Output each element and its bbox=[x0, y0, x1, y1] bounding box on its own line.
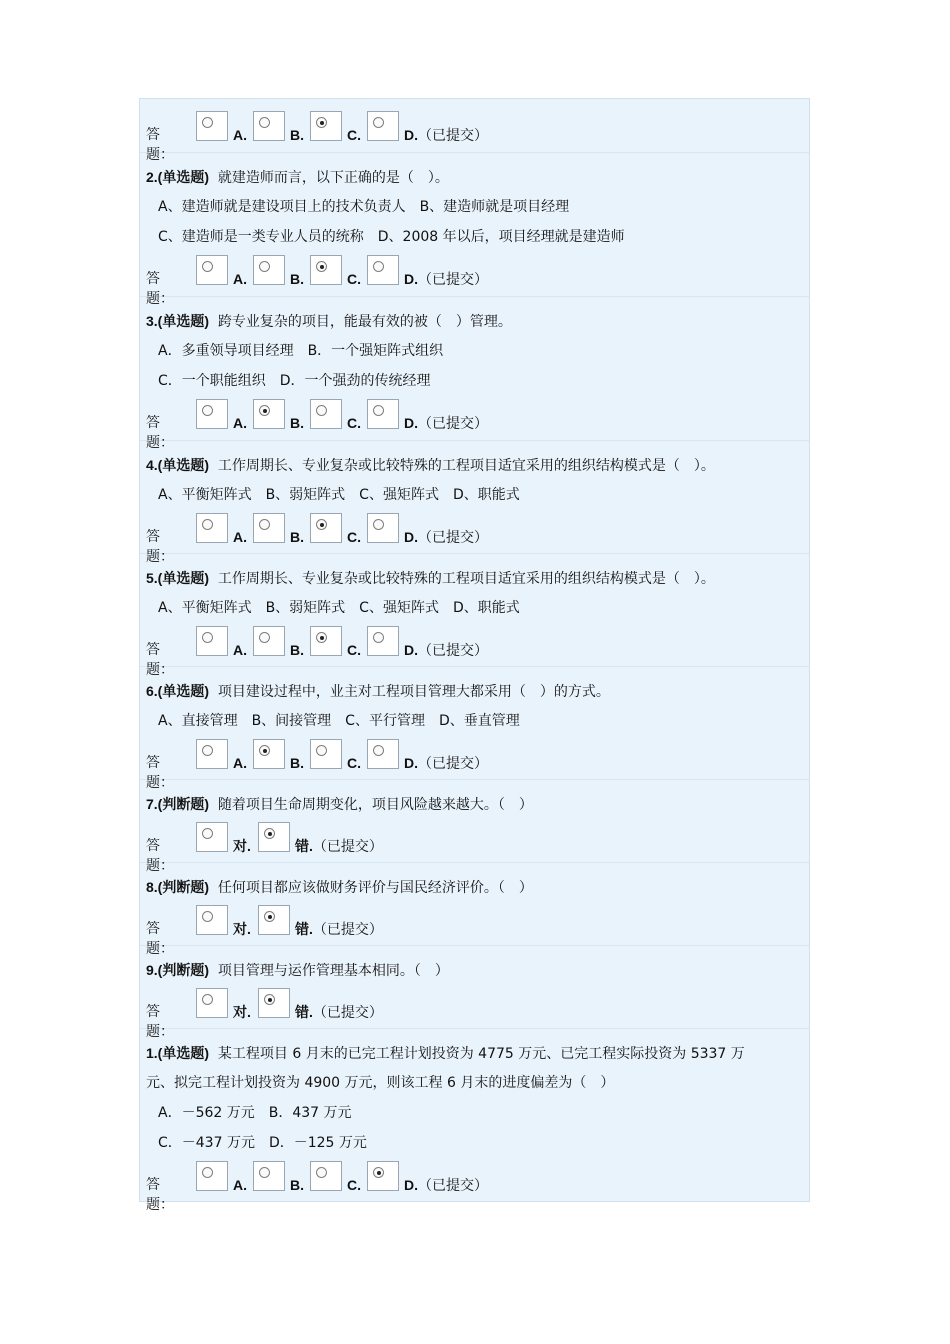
option-letter: 错.（已提交） bbox=[295, 921, 383, 938]
question-block bbox=[140, 554, 809, 678]
question-block bbox=[140, 946, 809, 1040]
radio-circle-icon bbox=[316, 405, 327, 416]
radio-circle-icon bbox=[316, 1167, 327, 1178]
radio-circle-icon bbox=[202, 745, 213, 756]
radio-circle-icon bbox=[202, 405, 213, 416]
question-number: 2.(单选题) bbox=[146, 169, 209, 185]
option-letter: C. bbox=[347, 642, 361, 658]
radio-circle-icon bbox=[316, 519, 327, 530]
radio-c[interactable] bbox=[310, 399, 342, 429]
radio-a[interactable] bbox=[196, 255, 228, 285]
radio-true[interactable] bbox=[196, 822, 228, 852]
radio-circle-icon bbox=[316, 745, 327, 756]
radio-b[interactable] bbox=[253, 255, 285, 285]
radio-circle-icon bbox=[202, 117, 213, 128]
question-block bbox=[140, 863, 809, 957]
radio-b[interactable] bbox=[253, 739, 285, 769]
answer-label: 答题： bbox=[146, 127, 174, 163]
radio-circle-icon bbox=[202, 261, 213, 272]
option-line: C．－437 万元 D．－125 万元 bbox=[158, 1135, 367, 1151]
question-text bbox=[146, 794, 533, 815]
question-stem: 就建造师而言，以下正确的是（ ）。 bbox=[217, 170, 449, 186]
answer-label: 答题： bbox=[146, 1177, 174, 1213]
option-letter: B. bbox=[290, 271, 304, 287]
question-block bbox=[140, 99, 809, 163]
question-stem: 某工程项目 6 月末的已完工程计划投资为 4775 万元、已完工程实际投资为 5337 万 bbox=[217, 1046, 745, 1062]
question-text bbox=[146, 167, 449, 188]
question-block bbox=[140, 667, 809, 791]
radio-a[interactable] bbox=[196, 111, 228, 141]
answer-label: 答题： bbox=[146, 755, 174, 791]
question-number: 7.(判断题) bbox=[146, 796, 209, 812]
option-line: C、建造师是一类专业人员的统称 D、2008 年以后，项目经理就是建造师 bbox=[158, 229, 625, 245]
option-letter: C. bbox=[347, 755, 361, 771]
question-stem-continued: 元、拟完工程计划投资为 4900 万元，则该工程 6 月末的进度偏差为（ ） bbox=[146, 1075, 615, 1091]
question-text bbox=[146, 455, 715, 476]
submitted-status: （已提交） bbox=[418, 530, 488, 546]
radio-circle-icon bbox=[259, 519, 270, 530]
radio-true[interactable] bbox=[196, 988, 228, 1018]
radio-c[interactable] bbox=[310, 626, 342, 656]
question-number: 8.(判断题) bbox=[146, 879, 209, 895]
radio-circle-icon bbox=[202, 632, 213, 643]
answer-label: 答题： bbox=[146, 529, 174, 565]
option-letter: D.（已提交） bbox=[404, 127, 488, 144]
option-letter: 对. bbox=[233, 1004, 251, 1020]
radio-a[interactable] bbox=[196, 739, 228, 769]
question-block bbox=[140, 1029, 809, 1213]
option-letter: D.（已提交） bbox=[404, 271, 488, 288]
option-letter: B. bbox=[290, 529, 304, 545]
radio-circle-icon bbox=[373, 519, 384, 530]
option-letter: B. bbox=[290, 127, 304, 143]
option-line: A、平衡矩阵式 B、弱矩阵式 C、强矩阵式 D、职能式 bbox=[158, 487, 520, 503]
question-panel bbox=[139, 98, 810, 1213]
radio-circle-icon bbox=[373, 261, 384, 272]
radio-circle-icon bbox=[202, 911, 213, 922]
radio-c[interactable] bbox=[310, 111, 342, 141]
submitted-status: （已提交） bbox=[418, 1178, 488, 1194]
question-stem: 项目建设过程中，业主对工程项目管理大都采用（ ）的方式。 bbox=[217, 684, 610, 700]
radio-d[interactable] bbox=[367, 513, 399, 543]
option-letter: 错.（已提交） bbox=[295, 838, 383, 855]
option-letter: C. bbox=[347, 529, 361, 545]
answer-label: 答题： bbox=[146, 271, 174, 307]
radio-circle-icon bbox=[373, 745, 384, 756]
radio-b[interactable] bbox=[253, 626, 285, 656]
option-letter: 错.（已提交） bbox=[295, 1004, 383, 1021]
option-line: C．一个职能组织 D．一个强劲的传统经理 bbox=[158, 373, 431, 389]
question-stem: 项目管理与运作管理基本相同。（ ） bbox=[217, 963, 449, 979]
question-number: 6.(单选题) bbox=[146, 683, 209, 699]
option-letter: D.（已提交） bbox=[404, 642, 488, 659]
radio-true[interactable] bbox=[196, 905, 228, 935]
radio-d[interactable] bbox=[367, 255, 399, 285]
question-stem: 工作周期长、专业复杂或比较特殊的工程项目适宜采用的组织结构模式是（ ）。 bbox=[217, 458, 715, 474]
radio-circle-icon bbox=[202, 1167, 213, 1178]
radio-d[interactable] bbox=[367, 111, 399, 141]
radio-d[interactable] bbox=[367, 1161, 399, 1191]
submitted-status: （已提交） bbox=[418, 756, 488, 772]
answer-label: 答题： bbox=[146, 838, 174, 874]
option-letter: C. bbox=[347, 415, 361, 431]
question-number: 5.(单选题) bbox=[146, 570, 209, 586]
question-text bbox=[146, 681, 610, 702]
answer-label: 答题： bbox=[146, 642, 174, 678]
radio-circle-icon bbox=[202, 519, 213, 530]
question-text bbox=[146, 877, 533, 898]
option-letter: D.（已提交） bbox=[404, 529, 488, 546]
radio-circle-icon bbox=[373, 117, 384, 128]
option-line: A．－562 万元 B．437 万元 bbox=[158, 1105, 352, 1121]
answer-label: 答题： bbox=[146, 1004, 174, 1040]
question-text bbox=[146, 1043, 745, 1064]
radio-false[interactable] bbox=[258, 905, 290, 935]
radio-circle-icon bbox=[264, 994, 275, 1005]
option-letter: C. bbox=[347, 127, 361, 143]
option-letter: A. bbox=[233, 529, 247, 545]
radio-circle-icon bbox=[264, 911, 275, 922]
question-text bbox=[146, 568, 715, 589]
submitted-status: （已提交） bbox=[418, 272, 488, 288]
question-text bbox=[146, 311, 512, 332]
option-line: A、平衡矩阵式 B、弱矩阵式 C、强矩阵式 D、职能式 bbox=[158, 600, 520, 616]
radio-circle-icon bbox=[259, 1167, 270, 1178]
radio-circle-icon bbox=[316, 632, 327, 643]
option-letter: A. bbox=[233, 755, 247, 771]
radio-circle-icon bbox=[373, 1167, 384, 1178]
option-letter: 对. bbox=[233, 838, 251, 854]
radio-d[interactable] bbox=[367, 399, 399, 429]
option-letter: A. bbox=[233, 127, 247, 143]
radio-circle-icon bbox=[259, 745, 270, 756]
radio-c[interactable] bbox=[310, 739, 342, 769]
radio-circle-icon bbox=[202, 994, 213, 1005]
radio-d[interactable] bbox=[367, 739, 399, 769]
question-stem: 任何项目都应该做财务评价与国民经济评价。（ ） bbox=[217, 880, 533, 896]
radio-circle-icon bbox=[202, 828, 213, 839]
radio-circle-icon bbox=[316, 261, 327, 272]
radio-circle-icon bbox=[264, 828, 275, 839]
option-letter: D.（已提交） bbox=[404, 415, 488, 432]
radio-c[interactable] bbox=[310, 255, 342, 285]
radio-circle-icon bbox=[373, 632, 384, 643]
radio-a[interactable] bbox=[196, 399, 228, 429]
radio-circle-icon bbox=[259, 117, 270, 128]
option-line: A、建造师就是建设项目上的技术负责人 B、建造师就是项目经理 bbox=[158, 199, 570, 215]
question-block bbox=[140, 780, 809, 874]
radio-d[interactable] bbox=[367, 626, 399, 656]
question-block bbox=[140, 153, 809, 307]
submitted-status: （已提交） bbox=[418, 128, 488, 144]
radio-c[interactable] bbox=[310, 513, 342, 543]
option-letter: A. bbox=[233, 415, 247, 431]
submitted-status: （已提交） bbox=[418, 643, 488, 659]
option-letter: B. bbox=[290, 415, 304, 431]
question-number: 1.(单选题) bbox=[146, 1045, 209, 1061]
radio-circle-icon bbox=[373, 405, 384, 416]
option-letter: B. bbox=[290, 642, 304, 658]
radio-c[interactable] bbox=[310, 1161, 342, 1191]
option-letter: A. bbox=[233, 642, 247, 658]
radio-false[interactable] bbox=[258, 822, 290, 852]
radio-circle-icon bbox=[259, 261, 270, 272]
submitted-status: （已提交） bbox=[418, 416, 488, 432]
answer-label: 答题： bbox=[146, 921, 174, 957]
question-number: 3.(单选题) bbox=[146, 313, 209, 329]
option-letter: D.（已提交） bbox=[404, 1177, 488, 1194]
radio-b[interactable] bbox=[253, 399, 285, 429]
question-text bbox=[146, 960, 449, 981]
question-block bbox=[140, 297, 809, 451]
radio-b[interactable] bbox=[253, 513, 285, 543]
submitted-status: （已提交） bbox=[312, 922, 383, 938]
question-stem: 随着项目生命周期变化，项目风险越来越大。（ ） bbox=[217, 797, 533, 813]
radio-a[interactable] bbox=[196, 1161, 228, 1191]
option-letter: B. bbox=[290, 755, 304, 771]
option-line: A、直接管理 B、间接管理 C、平行管理 D、垂直管理 bbox=[158, 713, 520, 729]
radio-b[interactable] bbox=[253, 1161, 285, 1191]
option-letter: A. bbox=[233, 271, 247, 287]
option-letter: B. bbox=[290, 1177, 304, 1193]
radio-b[interactable] bbox=[253, 111, 285, 141]
option-letter: D.（已提交） bbox=[404, 755, 488, 772]
radio-a[interactable] bbox=[196, 626, 228, 656]
submitted-status: （已提交） bbox=[312, 1005, 383, 1021]
question-number: 4.(单选题) bbox=[146, 457, 209, 473]
option-letter: A. bbox=[233, 1177, 247, 1193]
radio-false[interactable] bbox=[258, 988, 290, 1018]
option-line: A．多重领导项目经理 B．一个强矩阵式组织 bbox=[158, 343, 444, 359]
radio-circle-icon bbox=[259, 632, 270, 643]
option-letter: C. bbox=[347, 271, 361, 287]
radio-a[interactable] bbox=[196, 513, 228, 543]
radio-circle-icon bbox=[316, 117, 327, 128]
question-block bbox=[140, 441, 809, 565]
option-letter: 对. bbox=[233, 921, 251, 937]
question-stem: 跨专业复杂的项目，能最有效的被（ ）管理。 bbox=[217, 314, 512, 330]
radio-circle-icon bbox=[259, 405, 270, 416]
answer-label: 答题： bbox=[146, 415, 174, 451]
question-number: 9.(判断题) bbox=[146, 962, 209, 978]
option-letter: C. bbox=[347, 1177, 361, 1193]
submitted-status: （已提交） bbox=[312, 839, 383, 855]
question-stem: 工作周期长、专业复杂或比较特殊的工程项目适宜采用的组织结构模式是（ ）。 bbox=[217, 571, 715, 587]
